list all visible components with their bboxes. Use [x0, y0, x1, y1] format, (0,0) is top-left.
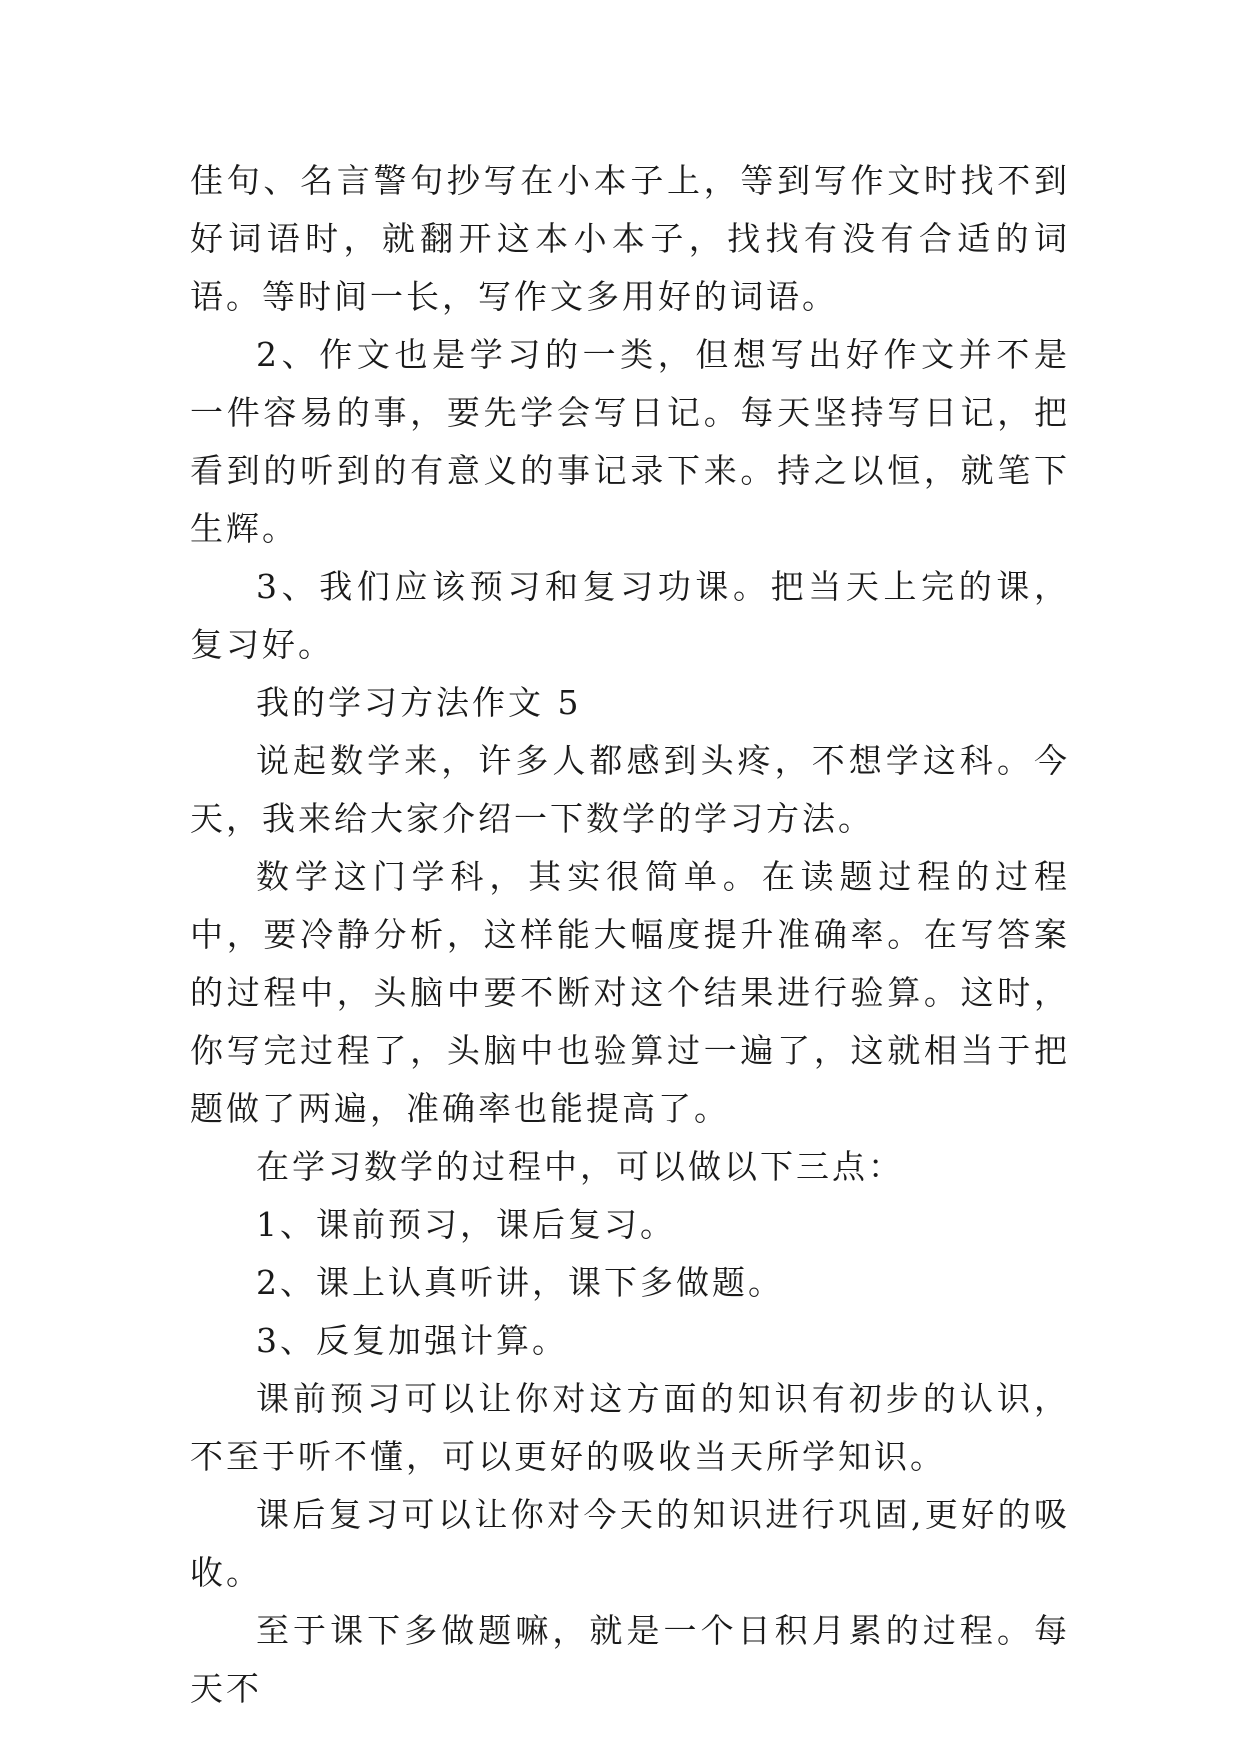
paragraph-7: 在学习数学的过程中，可以做以下三点：	[256, 1147, 904, 1186]
paragraph-3: 3、我们应该预习和复习功课。把当天上完的课，复习好。	[190, 567, 1070, 664]
document-body	[190, 152, 1070, 1718]
paragraph-11: 课前预习可以让你对这方面的知识有初步的认识，不至于听不懂，可以更好的吸收当天所学知识。	[190, 1379, 1070, 1476]
list-item-3: 3、反复加强计算。	[256, 1321, 568, 1360]
list-item-2: 2、课上认真听讲，课下多做题。	[256, 1263, 784, 1302]
paragraph-1: 佳句、名言警句抄写在小本子上，等到写作文时找不到好词语时，就翻开这本小本子，找找有没有合适的词语。等时间一长，写作文多用好的词语。	[190, 161, 1070, 316]
paragraph-12: 课后复习可以让你对今天的知识进行巩固,更好的吸收。	[190, 1495, 1070, 1592]
paragraph-6: 数学这门学科，其实很简单。在读题过程的过程中，要冷静分析，这样能大幅度提升准确率。在写答案的过程中，头脑中要不断对这个结果进行验算。这时，你写完过程了，头脑中也验算过一遍了，这就相当于把题做了两遍，准确率也能提高了。	[190, 857, 1070, 1128]
paragraph-5: 说起数学来，许多人都感到头疼，不想学这科。今天，我来给大家介绍一下数学的学习方法。	[190, 741, 1070, 838]
list-item-1: 1、课前预习，课后复习。	[256, 1205, 676, 1244]
paragraph-2: 2、作文也是学习的一类，但想写出好作文并不是一件容易的事，要先学会写日记。每天坚持写日记，把看到的听到的有意义的事记录下来。持之以恒，就笔下生辉。	[190, 335, 1070, 548]
paragraph-13: 至于课下多做题嘛，就是一个日积月累的过程。每天不	[190, 1611, 1070, 1708]
section-heading: 我的学习方法作文 5	[256, 683, 582, 722]
